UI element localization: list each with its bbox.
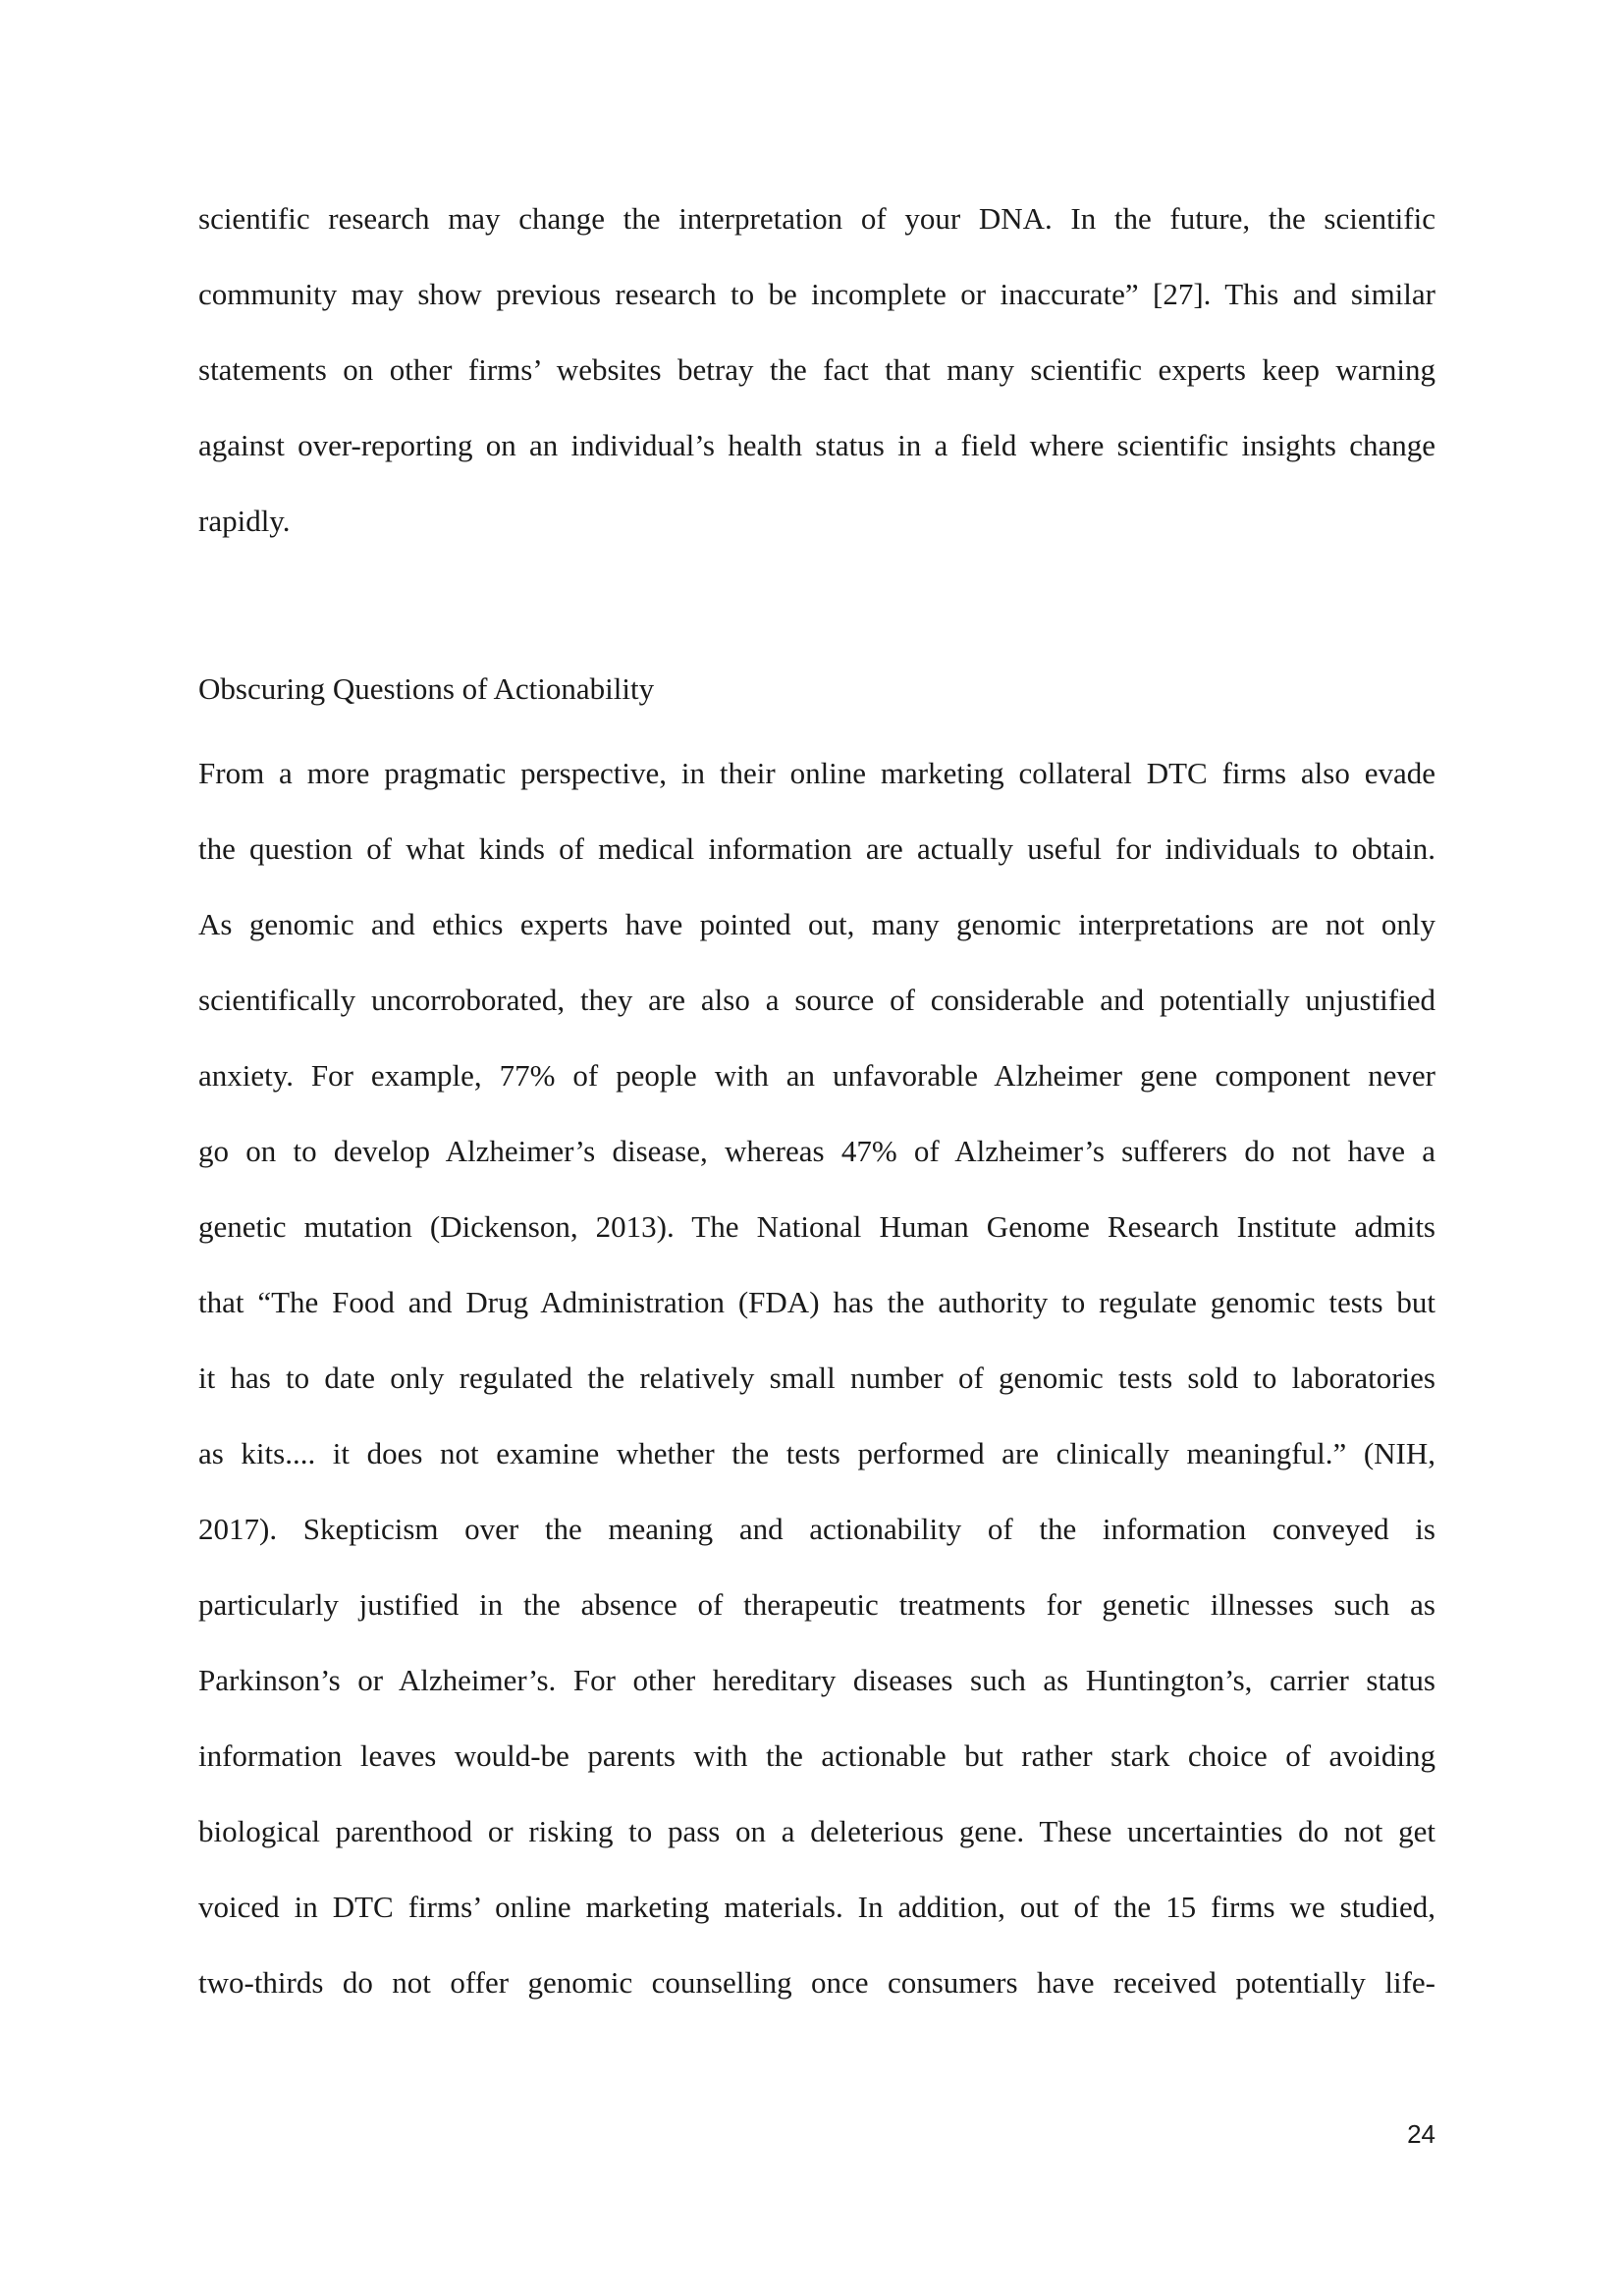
- paragraph-line: against over-reporting on an individual’s health status in a field where scientific insights change: [198, 428, 1435, 462]
- paragraph-line: 2017). Skepticism over the meaning and actionability of the information conveyed is: [198, 1512, 1435, 1546]
- paragraph-line: as kits.... it does not examine whether the tests performed are clinically meaningful.” (NIH,: [198, 1436, 1435, 1470]
- paragraph-line: rapidly.: [198, 504, 291, 538]
- paragraph-line: anxiety. For example, 77% of people with an unfavorable Alzheimer gene component never: [198, 1058, 1435, 1093]
- paragraph-line: scientific research may change the interpretation of your DNA. In the future, the scientific: [198, 201, 1435, 236]
- paragraph-line: two-thirds do not offer genomic counselling once consumers have received potentially life-: [198, 1965, 1435, 2000]
- paragraph-line: it has to date only regulated the relatively small number of genomic tests sold to laboratories: [198, 1361, 1435, 1395]
- paragraph-line: particularly justified in the absence of therapeutic treatments for genetic illnesses such as: [198, 1587, 1435, 1622]
- page-number: 24: [1407, 2119, 1435, 2149]
- body-paragraph: [198, 181, 1435, 559]
- section-heading: [198, 651, 1435, 726]
- paragraph-line: information leaves would-be parents with the actionable but rather stark choice of avoiding: [198, 1738, 1435, 1773]
- paragraph-line: community may show previous research to be incomplete or inaccurate” [27]. This and similar: [198, 277, 1435, 311]
- body-paragraph: [198, 735, 1435, 2020]
- paragraph-line: the question of what kinds of medical information are actually useful for individuals to obtain.: [198, 831, 1435, 866]
- paragraph-line: voiced in DTC firms’ online marketing materials. In addition, out of the 15 firms we studied,: [198, 1890, 1435, 1924]
- paragraph-line: statements on other firms’ websites betray the fact that many scientific experts keep warning: [198, 352, 1435, 387]
- section-heading-text: Obscuring Questions of Actionability: [198, 671, 655, 706]
- paragraph-line: scientifically uncorroborated, they are also a source of considerable and potentially unjustified: [198, 983, 1435, 1017]
- paragraph-line: As genomic and ethics experts have pointed out, many genomic interpretations are not only: [198, 907, 1435, 941]
- paragraph-line: genetic mutation (Dickenson, 2013). The National Human Genome Research Institute admits: [198, 1209, 1435, 1244]
- paragraph-line: From a more pragmatic perspective, in their online marketing collateral DTC firms also evade: [198, 756, 1435, 790]
- paragraph-line: biological parenthood or risking to pass on a deleterious gene. These uncertainties do not get: [198, 1814, 1435, 1848]
- paragraph-line: that “The Food and Drug Administration (FDA) has the authority to regulate genomic tests but: [198, 1285, 1435, 1319]
- paragraph-line: go on to develop Alzheimer’s disease, whereas 47% of Alzheimer’s sufferers do not have a: [198, 1134, 1435, 1168]
- paragraph-line: Parkinson’s or Alzheimer’s. For other hereditary diseases such as Huntington’s, carrier status: [198, 1663, 1435, 1697]
